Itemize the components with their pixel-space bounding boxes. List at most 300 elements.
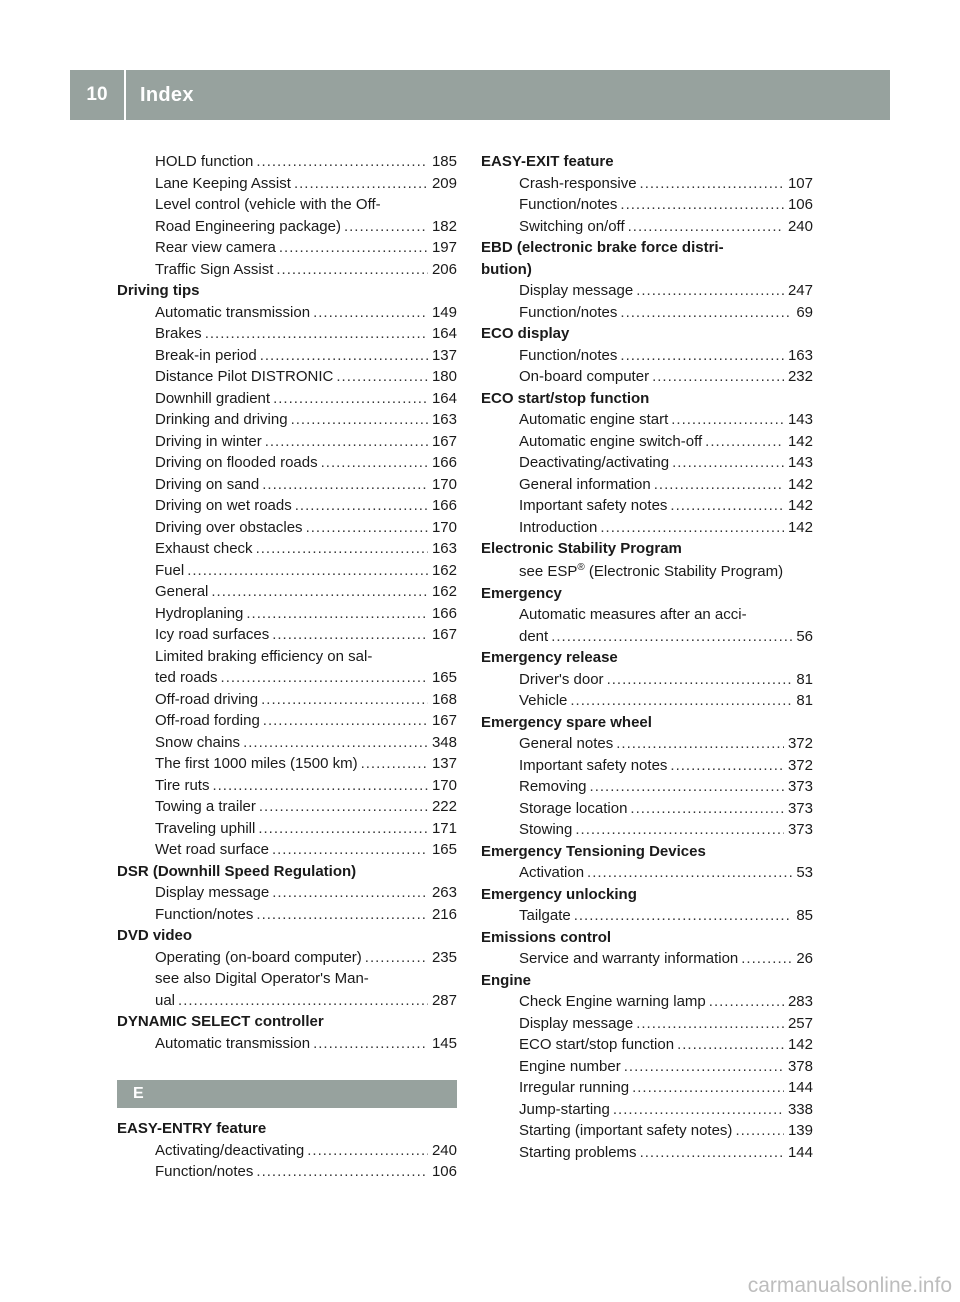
dot-leader [313,302,428,324]
entry-text: Function/notes [519,303,618,321]
entry-text: Driving on wet roads [155,497,292,514]
section-letter-bar: E [117,1080,457,1108]
index-entry [481,302,813,324]
index-group-emissions [481,948,813,970]
entry-text: General notes [519,735,614,752]
index-heading: Engine [481,971,532,989]
index-entry [117,839,457,861]
dot-leader [256,538,428,560]
page-reference: 163 [787,346,813,364]
index-entry [117,302,457,324]
dot-leader [178,990,428,1012]
index-entry [117,431,457,453]
entry-text: Hydroplaning [155,604,244,622]
entry-text: Exhaust check [155,540,253,557]
index-entry [117,818,457,840]
entry-text: On-board computer [519,368,650,385]
index-heading: Emergency [481,584,562,602]
entry-text: Display message [155,884,270,901]
entry-text: dent [519,627,549,645]
page-reference: 232 [787,368,813,385]
index-entry [117,581,457,603]
index-entry [481,474,813,496]
page-reference: 182 [431,217,457,235]
page-reference: 235 [431,948,457,966]
dot-leader [262,474,428,496]
dot-leader [613,1099,784,1121]
entry-text: Engine number [519,1057,621,1075]
entry-text: Driver's door [519,670,604,688]
entry-text: Lane Keeping Assist [155,174,291,192]
entry-text: Activating/deactivating [155,1141,305,1159]
entry-text: Service and warranty information [519,950,739,967]
dot-leader [741,948,792,970]
index-entry [481,409,813,431]
entry-text: Driving in winter [155,432,262,450]
index-entry [117,753,457,775]
index-entry [481,1034,813,1056]
dot-leader [624,1056,784,1078]
entry-text: Vehicle [519,692,568,709]
page-reference: 185 [431,153,457,170]
page-reference: 372 [787,756,813,774]
page-reference: 26 [796,950,813,967]
index-entry [481,948,813,970]
entry-text: Towing a trailer [155,798,256,815]
entry-text: Downhill gradient [155,389,271,407]
entry-text: Activation [519,864,585,881]
index-heading: DVD video [117,927,193,944]
index-entry [117,538,457,560]
index-group-dvd [117,947,457,1012]
index-group-easy-entry [117,1140,457,1183]
page-reference: 167 [431,712,457,729]
index-entry [481,733,813,755]
index-group-ebd [481,280,813,323]
page-reference: 137 [431,755,457,772]
index-entry-continuation: Automatic measures after an acci- [519,606,747,623]
entry-text: Check Engine warning lamp [519,993,706,1010]
page-reference: 373 [787,821,813,838]
page-reference: 170 [431,475,457,493]
page-reference: 257 [787,1014,813,1032]
entry-text: General information [519,475,651,493]
entry-text: Introduction [519,518,598,536]
page-reference: 378 [787,1057,813,1075]
entry-text: Function/notes [155,905,254,923]
index-entry-continuation: see also Digital Operator's Man- [155,970,369,987]
dot-leader [636,1013,784,1035]
entry-text: Driving over obstacles [155,518,303,536]
page-reference: 171 [431,819,457,837]
entry-text: Off-road driving [155,690,259,708]
dot-leader [211,581,428,603]
entry-text: Removing [519,778,587,795]
page-reference: 106 [787,196,813,213]
index-group-eco-display [481,345,813,388]
entry-text: Brakes [155,325,202,342]
index-entry [481,776,813,798]
entry-text: Icy road surfaces [155,626,270,643]
index-entry [481,280,813,302]
dot-leader [705,431,784,453]
page-reference: 247 [787,282,813,299]
index-group-emergency-release [481,669,813,712]
entry-text: Starting problems [519,1143,637,1161]
index-column-right [481,151,813,1163]
page-reference: 165 [431,669,457,686]
dot-leader [620,345,784,367]
index-entry [481,366,813,388]
index-entry [117,474,457,496]
entry-text: Tire ruts [155,776,210,794]
index-group-emergency-unlocking [481,905,813,927]
page-reference: 166 [431,454,457,471]
dot-leader [620,302,792,324]
page-reference: 107 [787,174,813,192]
index-entry [481,1056,813,1078]
dot-leader [307,1140,428,1162]
index-entry [117,560,457,582]
entry-text: Snow chains [155,733,241,751]
index-group-dynamic-select [117,1033,457,1055]
dot-leader [551,626,792,648]
dot-leader [336,366,428,388]
index-entry [117,947,457,969]
index-entry [117,259,457,281]
index-entry [117,1140,457,1162]
dot-leader [670,755,784,777]
index-heading: Emergency unlocking [481,885,637,903]
page-reference: 143 [787,454,813,471]
page-reference: 167 [431,432,457,450]
page-reference: 166 [431,604,457,622]
page-reference: 373 [787,778,813,795]
dot-leader [652,366,784,388]
page-reference: 56 [796,627,813,645]
page-reference: 137 [431,346,457,364]
page-reference: 240 [431,1141,457,1159]
index-entry [481,345,813,367]
index-entry [481,991,813,1013]
page-reference: 142 [787,475,813,493]
page-reference: 164 [431,389,457,407]
dot-leader [256,151,428,173]
dot-leader [272,882,428,904]
dot-leader [735,1120,784,1142]
dot-leader [265,431,428,453]
index-entry [117,689,457,711]
index-heading: DSR (Downhill Speed Regulation) [117,862,357,880]
dot-leader [628,216,784,238]
entry-text: General [155,583,209,600]
page-reference: 287 [431,991,457,1009]
dot-leader [672,452,784,474]
entry-text: Deactivating/activating [519,454,670,471]
dot-leader [640,1142,784,1164]
page-reference: 162 [431,583,457,600]
entry-text: ual [155,991,176,1009]
dot-leader [272,839,428,861]
entry-text: Automatic transmission [155,303,311,321]
index-heading: Emergency Tensioning Devices [481,842,706,860]
dot-leader [256,904,428,926]
index-heading: Emergency release [481,649,618,666]
dot-leader [654,474,784,496]
index-entry [481,1077,813,1099]
entry-text: Important safety notes [519,756,668,774]
index-entry [117,990,457,1012]
dot-leader [259,796,428,818]
entry-text: Function/notes [519,196,618,213]
page-reference: 81 [796,692,813,709]
dot-leader [279,237,428,259]
page-reference: 69 [796,303,813,321]
index-entry [117,624,457,646]
index-entry [481,819,813,841]
index-entry [117,216,457,238]
index-entry [117,517,457,539]
index-group-emergency-tensioning [481,862,813,884]
index-entry [117,882,457,904]
dot-leader [590,776,784,798]
entry-text: Drinking and driving [155,411,288,428]
page-reference: 216 [431,905,457,923]
page-reference: 372 [787,735,813,752]
index-heading: Driving tips [117,282,200,299]
dot-leader [344,216,428,238]
page-reference: 206 [431,260,457,278]
dot-leader [574,905,793,927]
dot-leader [321,452,428,474]
page-reference: 263 [431,884,457,901]
index-entry [117,173,457,195]
dot-leader [260,345,428,367]
index-entry [481,626,813,648]
dot-leader [291,409,428,431]
index-group-emergency-spare [481,733,813,841]
entry-text: Display message [519,282,634,299]
index-heading: DYNAMIC SELECT controller [117,1013,324,1030]
entry-text: Display message [519,1014,634,1032]
index-entry [481,452,813,474]
page-reference: 142 [787,497,813,514]
entry-text: Stowing [519,821,573,838]
index-entry [481,216,813,238]
index-entry [117,388,457,410]
page-reference: 338 [787,1100,813,1118]
entry-text: Important safety notes [519,497,668,514]
entry-text: Driving on flooded roads [155,454,318,471]
entry-text: Tailgate [519,907,571,924]
dot-leader [256,1161,428,1183]
page-reference: 162 [431,561,457,579]
dot-leader [361,753,428,775]
page-reference: 149 [431,303,457,321]
entry-text: Function/notes [155,1163,254,1180]
page-reference: 81 [796,670,813,688]
index-entry [481,798,813,820]
index-entry [481,1099,813,1121]
page-reference: 283 [787,993,813,1010]
index-entry [481,1013,813,1035]
page-reference: 164 [431,325,457,342]
index-entry [117,495,457,517]
index-heading: ECO display [481,325,570,342]
entry-text: Storage location [519,799,628,817]
entry-text: Road Engineering package) [155,217,341,235]
entry-text: Automatic transmission [155,1034,311,1052]
index-group-dsr [117,882,457,925]
dot-leader [212,775,428,797]
index-entry [117,452,457,474]
index-group-continued [117,151,457,280]
dot-leader [607,669,793,691]
index-entry [117,796,457,818]
dot-leader [640,173,784,195]
entry-text: Traveling uphill [155,819,256,837]
index-entry [481,1120,813,1142]
page-number: 10 [70,70,126,120]
index-entry [481,1142,813,1164]
index-entry [117,151,457,173]
index-entry-continuation: Limited braking efficiency on sal- [155,647,373,665]
index-entry [481,669,813,691]
page-reference: 168 [431,690,457,708]
dot-leader [600,517,784,539]
entry-text: Fuel [155,561,185,579]
entry-text: Automatic engine start [519,411,669,428]
dot-leader [205,323,428,345]
page-reference: 143 [787,411,813,428]
index-heading: Emissions control [481,928,612,946]
index-entry [117,366,457,388]
index-entry [117,323,457,345]
index-group-emergency [481,604,813,647]
entry-text: ted roads [155,669,218,686]
page-reference: 144 [787,1143,813,1161]
index-entry [117,904,457,926]
index-entry [117,409,457,431]
page-reference: 166 [431,497,457,514]
index-entry [117,237,457,259]
index-entry [117,667,457,689]
index-group-eco-start-stop [481,409,813,538]
dot-leader [587,862,792,884]
index-entry [117,732,457,754]
entry-text: HOLD function [155,153,254,170]
index-entry [481,905,813,927]
index-entry [481,690,813,712]
dot-leader [258,818,428,840]
watermark: carmanualsonline.info [747,1274,952,1297]
index-heading: Electronic Stability Program [481,540,682,557]
entry-text: Switching on/off [519,217,625,235]
dot-leader [632,1077,784,1099]
dot-leader [313,1033,428,1055]
page-reference: 53 [796,864,813,881]
dot-leader [246,603,428,625]
index-entry [117,710,457,732]
index-entry [117,1161,457,1183]
index-heading: bution) [481,260,532,278]
dot-leader [671,409,784,431]
page-reference: 144 [787,1079,813,1096]
entry-text: Function/notes [519,346,618,364]
index-entry [481,431,813,453]
index-see-reference [481,560,813,583]
page-reference: 197 [431,239,457,256]
index-entry [481,495,813,517]
dot-leader [575,819,784,841]
entry-text: Automatic engine switch-off [519,432,703,450]
dot-leader [616,733,784,755]
dot-leader [276,259,428,281]
dot-leader [306,517,428,539]
index-entry [481,194,813,216]
index-heading: EBD (electronic brake force distri- [481,239,724,256]
dot-leader [221,667,428,689]
index-column-left [117,151,457,1183]
see-prefix: see ESP [519,562,578,580]
page-reference: 163 [431,411,457,428]
index-entry [481,862,813,884]
entry-text: The first 1000 miles (1500 km) [155,755,358,772]
page-header [70,70,890,120]
dot-leader [670,495,784,517]
page-title: Index [140,83,194,106]
dot-leader [709,991,784,1013]
dot-leader [243,732,428,754]
entry-text: Distance Pilot DISTRONIC [155,368,334,385]
entry-text: Rear view camera [155,239,276,256]
entry-text: Starting (important safety notes) [519,1122,733,1139]
page-reference: 145 [431,1034,457,1052]
dot-leader [272,624,428,646]
page-reference: 139 [787,1122,813,1139]
dot-leader [187,560,428,582]
page-reference: 167 [431,626,457,643]
entry-text: Crash-responsive [519,174,637,192]
dot-leader [365,947,428,969]
registered-mark: ® [577,561,585,573]
page-reference: 85 [796,907,813,924]
entry-text: Traffic Sign Assist [155,260,274,278]
index-heading: EASY-EXIT feature [481,153,614,170]
page-reference: 209 [431,174,457,192]
page-reference: 106 [431,1163,457,1180]
index-entry [117,775,457,797]
see-suffix: (Electronic Stability Program) [584,562,784,580]
page-reference: 165 [431,841,457,858]
entry-text: Off-road fording [155,712,260,729]
page-reference: 142 [787,518,813,536]
page-reference: 142 [787,432,813,450]
index-group-driving-tips [117,302,457,861]
entry-text: Irregular running [519,1079,630,1096]
dot-leader [273,388,428,410]
page-reference: 180 [431,368,457,385]
page-reference: 222 [431,798,457,815]
entry-text: Driving on sand [155,475,260,493]
index-entry-continuation: Level control (vehicle with the Off- [155,196,381,213]
entry-text: Jump-starting [519,1100,610,1118]
entry-text: ECO start/stop function [519,1036,675,1053]
index-heading: Emergency spare wheel [481,713,652,731]
index-entry [117,603,457,625]
index-group-engine [481,991,813,1163]
page-reference: 170 [431,518,457,536]
